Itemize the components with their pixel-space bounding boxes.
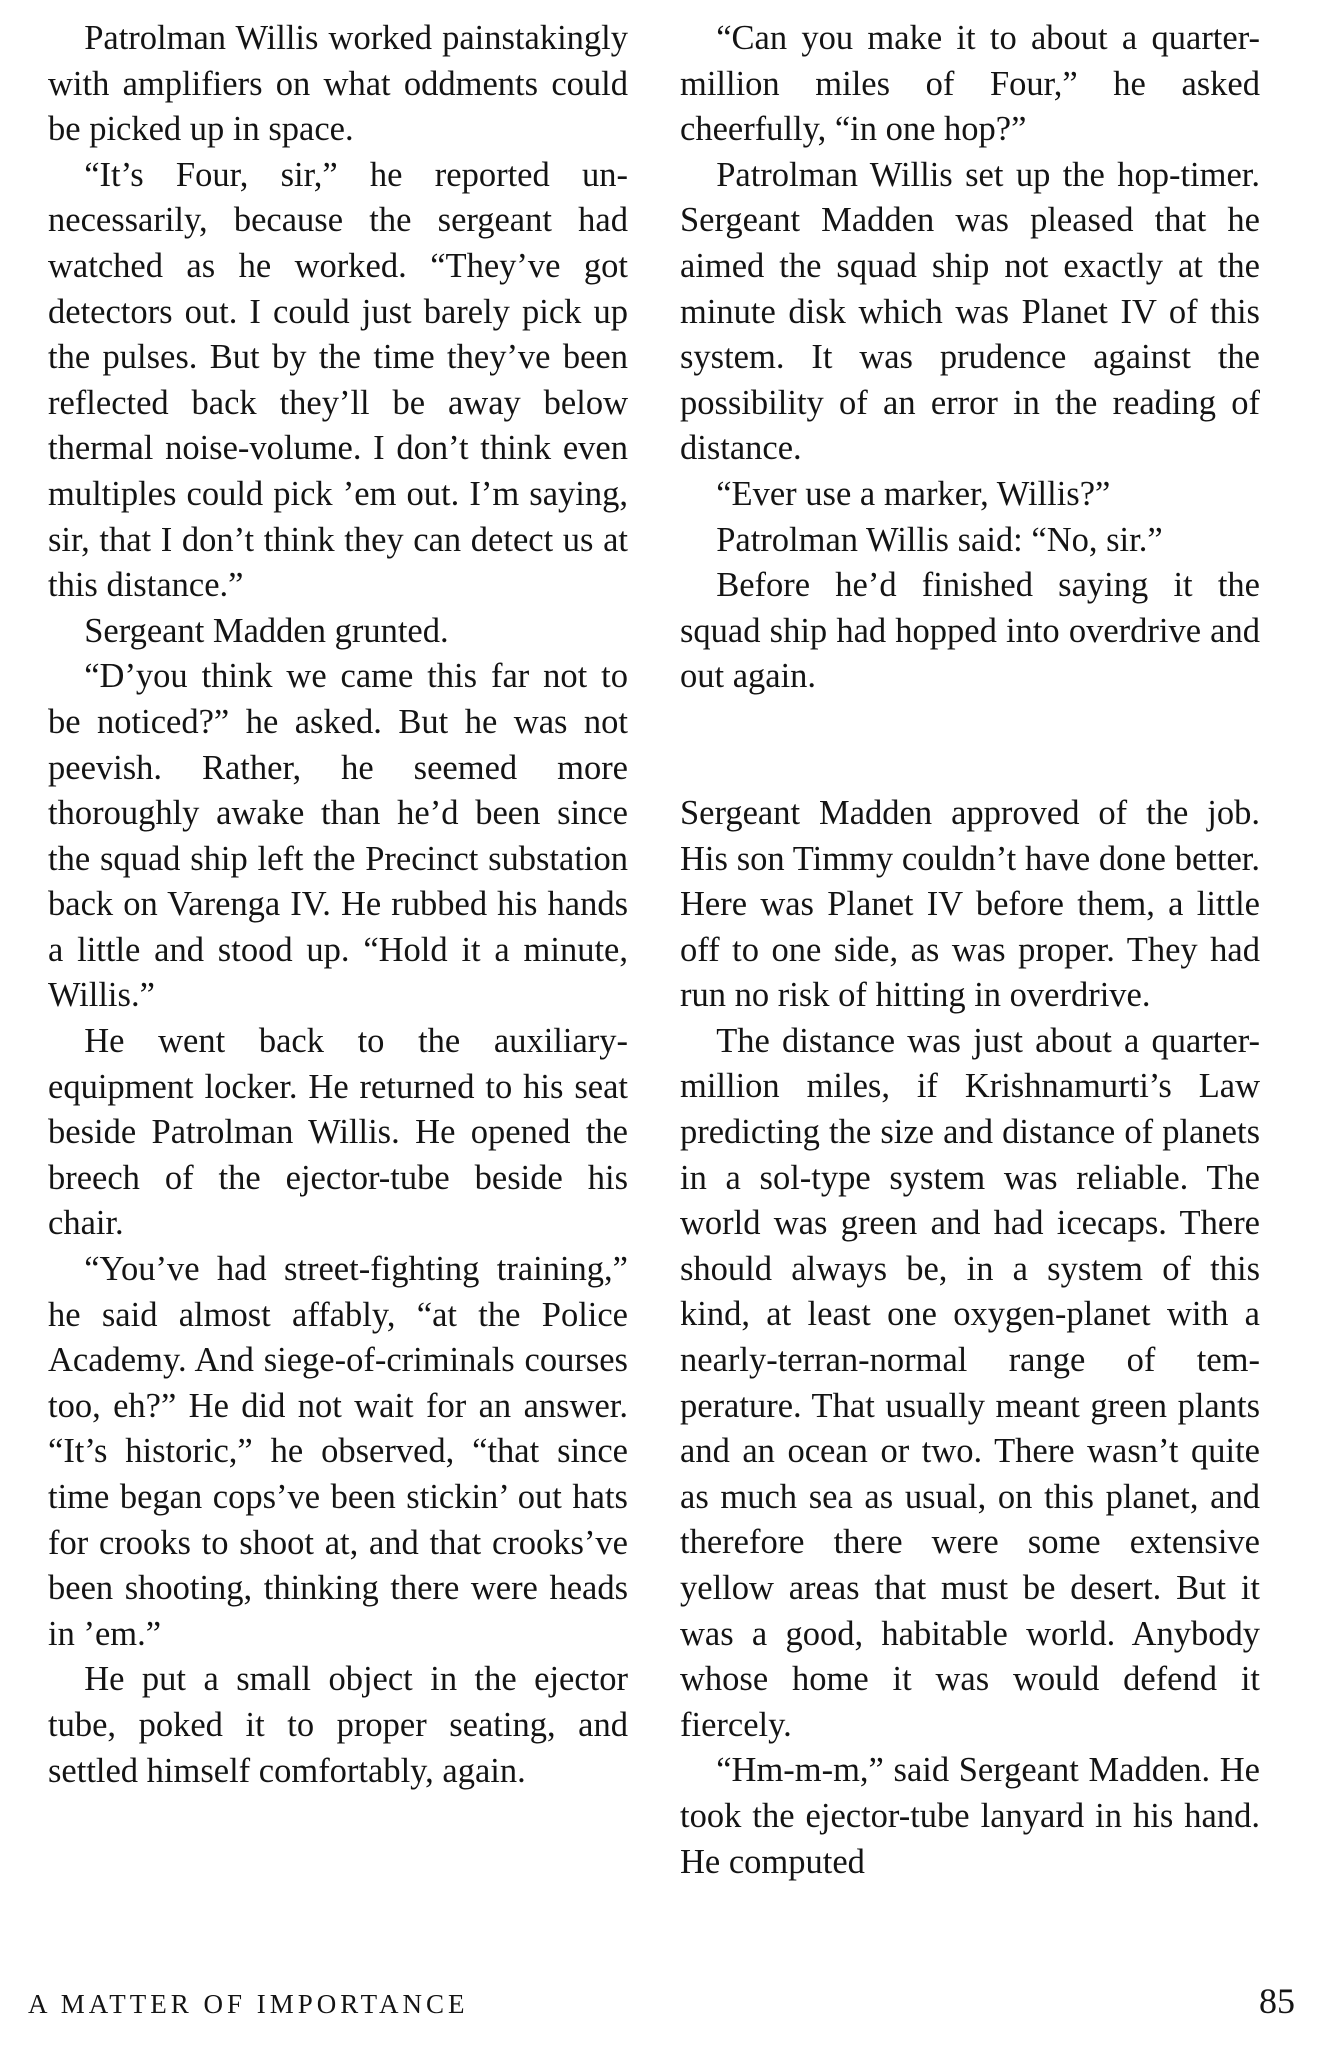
running-title: A MATTER OF IMPORTANCE [28,1989,469,2019]
paragraph: “D’you think we came this far not to be noticed?” he asked. But he was not peevish. Rather, he seemed more thoroughly awake than he’d been since the squad ship left the Precinct substation back on Varenga IV. He rubbed his hands a little and stood up. “Hold it a minute, Willis.” [48,657,628,1015]
paragraph: The distance was just about a quarter-million miles, if Krishnamurti’s Law predicting the size and distance of planets in a sol-type system was reliable. The world was green and had icecaps. There should always be, in a system of this kind, at least one oxygen-planet with a nearly-terran-normal range of temperature. That usually meant green plants and an ocean or two. There wasn’t quite as much sea as usual, on this planet, and therefore there were some extensive yellow areas that must be desert. But it was a good, habitable world. Anybody whose home it was would defend it fiercely. [680,1021,1260,1744]
paragraph: Sergeant Madden approved of the job. His son Timmy couldn’t have done better. Here was Planet IV before them, a little off to one side, as was proper. They had run no risk of hitting in overdrive. [680,793,1260,1015]
paragraph: He went back to the auxiliary-equipment locker. He returned to his seat beside Patrolman Willis. He opened the breech of the ejector-tube beside his chair. [48,1022,628,1243]
paragraph: “You’ve had street-fighting training,” he said almost affably, “at the Police Academy. And siege-of-criminals courses too, eh?” He did not wait for an answer. “It’s historic,” he observed, “that since time began cops’ve been stickin’ out hats for crooks to shoot at, and that crooks’ve been shooting, thinking there were heads in ’em.” [48,1250,628,1653]
paragraph: “Ever use a marker, Willis?” [716,474,1111,513]
right-column [680,16,1260,1885]
paragraph: Patrolman Willis worked painstakingly with amplifiers on what oddments could be picked up in space. [48,19,628,149]
paragraph: Before he’d finished saying it the squad ship had hopped into overdrive and out again. [680,566,1260,696]
paragraph: “Hm-m-m,” said Sergeant Madden. He took the ejector-tube lanyard in his hand. He computed [680,1751,1260,1881]
paragraph: Sergeant Madden grunted. [84,611,449,650]
paragraph: “Can you make it to about a quarter-million miles of Four,” he asked cheerfully, “in one hop?” [680,19,1260,149]
paragraph: “It’s Four, sir,” he reported unnecessarily, because the sergeant had watched as he worked. “They’ve got detectors out. I could just barely pick up the pulses. But by the time they’ve been reflected back they’ll be away below thermal noise-volume. I don’t think even multiples could pick ’em out. I’m saying, sir, that I don’t think they can detect us at this distance.” [48,155,628,605]
section-break [680,700,1260,791]
paragraph: He put a small object in the ejector tube, poked it to proper seating, and settled himself comfortably, again. [48,1660,628,1790]
page-footer [28,1980,1295,2022]
paragraph: Patrolman Willis said: “No, sir.” [716,520,1163,559]
paragraph: Patrolman Willis set up the hop-timer. Sergeant Madden was pleased that he aimed the squad ship not exactly at the minute disk which was Planet IV of this system. It was prudence against the possibility of an error in the reading of distance. [680,155,1260,468]
left-column [48,16,628,1794]
page-number: 85 [1259,1981,1295,2021]
